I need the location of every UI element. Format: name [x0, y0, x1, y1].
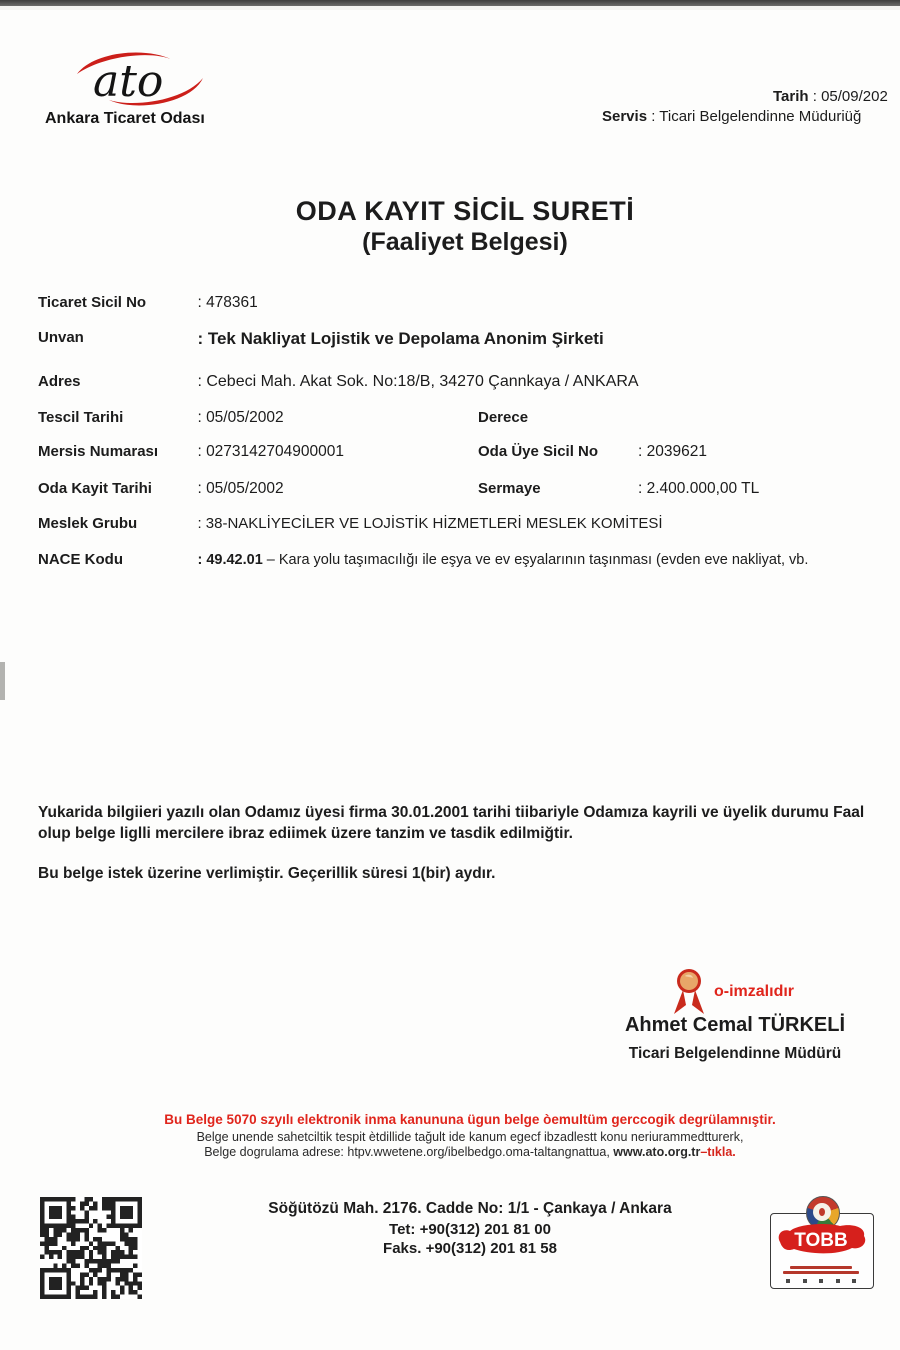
nace-description: – Kara yolu taşımacılığı ile eşya ve ev eşyalarının taşınması (evden eve nakliyat, vb.: [262, 552, 809, 568]
field-label: Ticaret Sicil No: [38, 294, 147, 311]
field-value: : 478361: [197, 294, 258, 311]
legal-line-3-suffix: –tıkla.: [700, 1145, 736, 1159]
service-label: Servis: [602, 108, 648, 125]
field-row-meslek: [38, 515, 900, 533]
footer-fax: Faks. +90(312) 201 81 58: [383, 1240, 557, 1257]
ato-logo-mark-icon: [65, 48, 215, 110]
legal-line-3: [40, 1145, 900, 1159]
nace-colon: :: [197, 552, 207, 568]
field-label: Tescil Tarihi: [38, 409, 124, 426]
field-row-tescil: [38, 409, 900, 427]
field-value-company-name: : Tek Nakliyat Lojistik ve Depolama Anonim Şirketi: [197, 329, 604, 348]
date-value: : 05/09/202: [808, 88, 888, 105]
service-line: [602, 108, 861, 125]
field-value: : 05/05/2002: [197, 480, 284, 497]
tobb-emblem-inner: [813, 1203, 831, 1221]
statement-paragraph: Yukarida bilgiieri yazılı olan Odamız üyesi firma 30.01.2001 tarihi tiibariyle Odamıza kayrili ve üyelik durumu Faal olup belge liglli mercilere ibraz ediimek üzere tanzim ve tasdik edilmiğtir.: [38, 804, 865, 842]
field-row-adres: [38, 373, 900, 391]
scan-artifact: [0, 662, 5, 700]
field-row-oda-kayit: [38, 480, 900, 498]
field-value: : 0273142704900001: [197, 443, 344, 460]
tobb-logo-text: TOBB: [794, 1230, 848, 1251]
date-label: Tarih: [773, 88, 809, 105]
e-signature-stamp: o-imzalıdır: [714, 983, 795, 1000]
field-label-oda-uye: Oda Üye Sicil No: [478, 443, 599, 460]
nace-code: 49.42.01: [206, 552, 263, 568]
field-label-sermaye: Sermaye: [478, 480, 541, 497]
field-value-meslek-grubu: : 38-NAKLİYECİLER VE LOJİSTİK HİZMETLERİ MESLEK KOMİTESİ: [197, 515, 663, 532]
footer-address: Söğütözü Mah. 2176. Cadde No: 1/1 - Çankaya / Ankara: [268, 1200, 672, 1217]
ato-logo: [45, 48, 305, 133]
document-title: ODA KAYIT SİCİL SURETİ: [295, 196, 635, 226]
field-label-derece: Derece: [478, 409, 529, 426]
field-row-mersis: [38, 443, 900, 461]
tobb-map-icon: [774, 1222, 868, 1264]
field-label: Oda Kayit Tarihi: [38, 480, 152, 497]
field-value-sermaye: : 2.400.000,00 TL: [638, 480, 760, 497]
signer-title: Ticari Belgelendinne Müdürü: [628, 1045, 842, 1062]
field-row-unvan: [38, 329, 900, 349]
legal-line-1: Bu Belge 5070 szyılı elektronik inma kanununa ügun belge òemultüm gerccogik degrülamnıştir.: [164, 1112, 776, 1127]
seal-ribbon-icon: [672, 968, 706, 1018]
footer-phone: Tet: +90(312) 201 81 00: [389, 1221, 551, 1238]
tobb-caption-line-2: [783, 1271, 859, 1274]
service-value: : Ticari Belgelendinne Müduriüğ: [647, 108, 862, 125]
field-label: Adres: [38, 373, 81, 390]
field-label: Unvan: [38, 329, 84, 346]
ato-logo-subtitle: Ankara Ticaret Odası: [45, 110, 205, 127]
legal-url: www.ato.org.tr: [613, 1145, 701, 1159]
field-label: NACE Kodu: [38, 551, 123, 568]
date-line: [773, 88, 888, 105]
field-value-oda-uye: : 2039621: [638, 443, 707, 460]
ato-logo-text: ato: [93, 56, 164, 107]
field-value-address: : Cebeci Mah. Akat Sok. No:18/B, 34270 Çannkaya / ANKARA: [197, 373, 639, 390]
tobb-caption-line-1: [790, 1266, 852, 1269]
tobb-emblem-dot: [819, 1208, 825, 1216]
top-border-shade: [0, 6, 900, 10]
field-label: Mersis Numarası: [38, 443, 159, 460]
field-row-nace: [38, 551, 900, 569]
field-row-ticaret-sicil: [38, 294, 900, 312]
validity-paragraph: Bu belge istek üzerine verlimiştir. Geçerillik süresi 1(bir) aydır.: [38, 865, 496, 882]
signer-name: Ahmet Cemal TÜRKELİ: [624, 1014, 846, 1036]
field-value: : 05/05/2002: [197, 409, 284, 426]
legal-line-2: Belge unende sahetciltik tespit ètdillide tağult ide kanum egecf ibzadlestt konu neriurammedtturerk,: [196, 1130, 744, 1144]
tobb-caption-marks: [786, 1279, 856, 1283]
legal-line-3-prefix: Belge dogrulama adrese: htpv.wwetene.org/ibelbedgo.oma-taltangnattua,: [204, 1145, 614, 1159]
document-subtitle: (Faaliyet Belgesi): [362, 228, 568, 256]
field-label: Meslek Grubu: [38, 515, 138, 532]
